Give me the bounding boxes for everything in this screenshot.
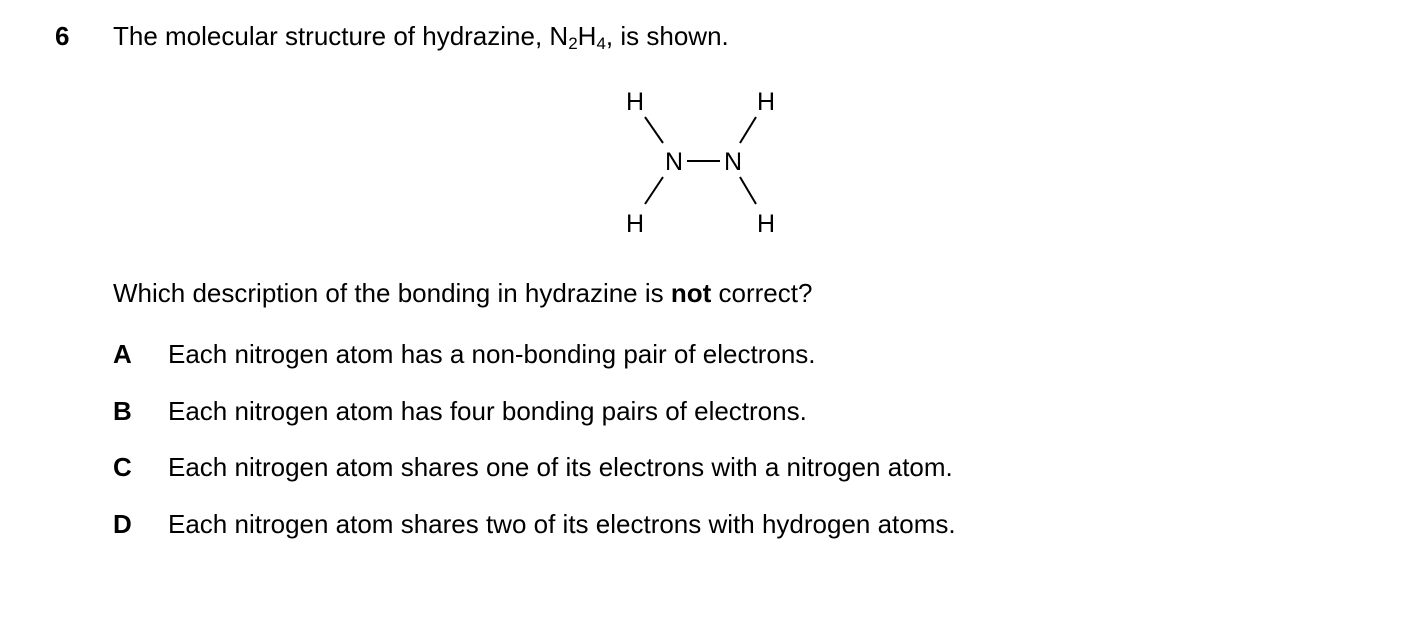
stem-subscript-2: 2 bbox=[568, 34, 578, 53]
bond-n-h-bottom-left bbox=[645, 177, 663, 204]
option-letter: D bbox=[113, 508, 132, 539]
option-letter: B bbox=[113, 395, 132, 426]
question-stem bbox=[113, 20, 729, 52]
stem-subscript-4: 4 bbox=[596, 34, 606, 53]
stem-text-mid: H bbox=[577, 21, 597, 51]
hydrazine-structure-svg bbox=[600, 80, 800, 245]
option-text: Each nitrogen atom shares two of its electrons with hydrogen atoms. bbox=[168, 508, 956, 539]
atom-n-left: N bbox=[664, 148, 684, 176]
question-number: 6 bbox=[55, 21, 70, 51]
option-text: Each nitrogen atom has four bonding pairs of electrons. bbox=[168, 395, 807, 426]
atom-h-top-left: H bbox=[625, 88, 645, 116]
prompt-emphasis: not bbox=[670, 278, 712, 308]
atom-n-right: N bbox=[723, 148, 743, 176]
prompt-after: correct? bbox=[711, 278, 813, 308]
option-text: Each nitrogen atom shares one of its electrons with a nitrogen atom. bbox=[168, 452, 953, 482]
hydrazine-structure-diagram bbox=[600, 80, 800, 245]
atom-h-bottom-left: H bbox=[625, 210, 645, 238]
prompt-before: Which description of the bonding in hydrazine is bbox=[113, 278, 671, 308]
stem-text-after: , is shown. bbox=[605, 21, 729, 51]
option-letter: C bbox=[113, 452, 132, 482]
bond-n-h-top-left bbox=[645, 117, 663, 143]
bond-n-h-bottom-right bbox=[740, 177, 756, 204]
question-prompt bbox=[113, 277, 812, 309]
stem-text-before: The molecular structure of hydrazine, N bbox=[113, 21, 569, 51]
option-letter: A bbox=[113, 339, 132, 369]
option-text: Each nitrogen atom has a non-bonding pair of electrons. bbox=[168, 339, 816, 369]
bond-n-h-top-right bbox=[740, 117, 756, 143]
atom-h-top-right: H bbox=[756, 88, 776, 116]
atom-h-bottom-right: H bbox=[756, 210, 776, 238]
